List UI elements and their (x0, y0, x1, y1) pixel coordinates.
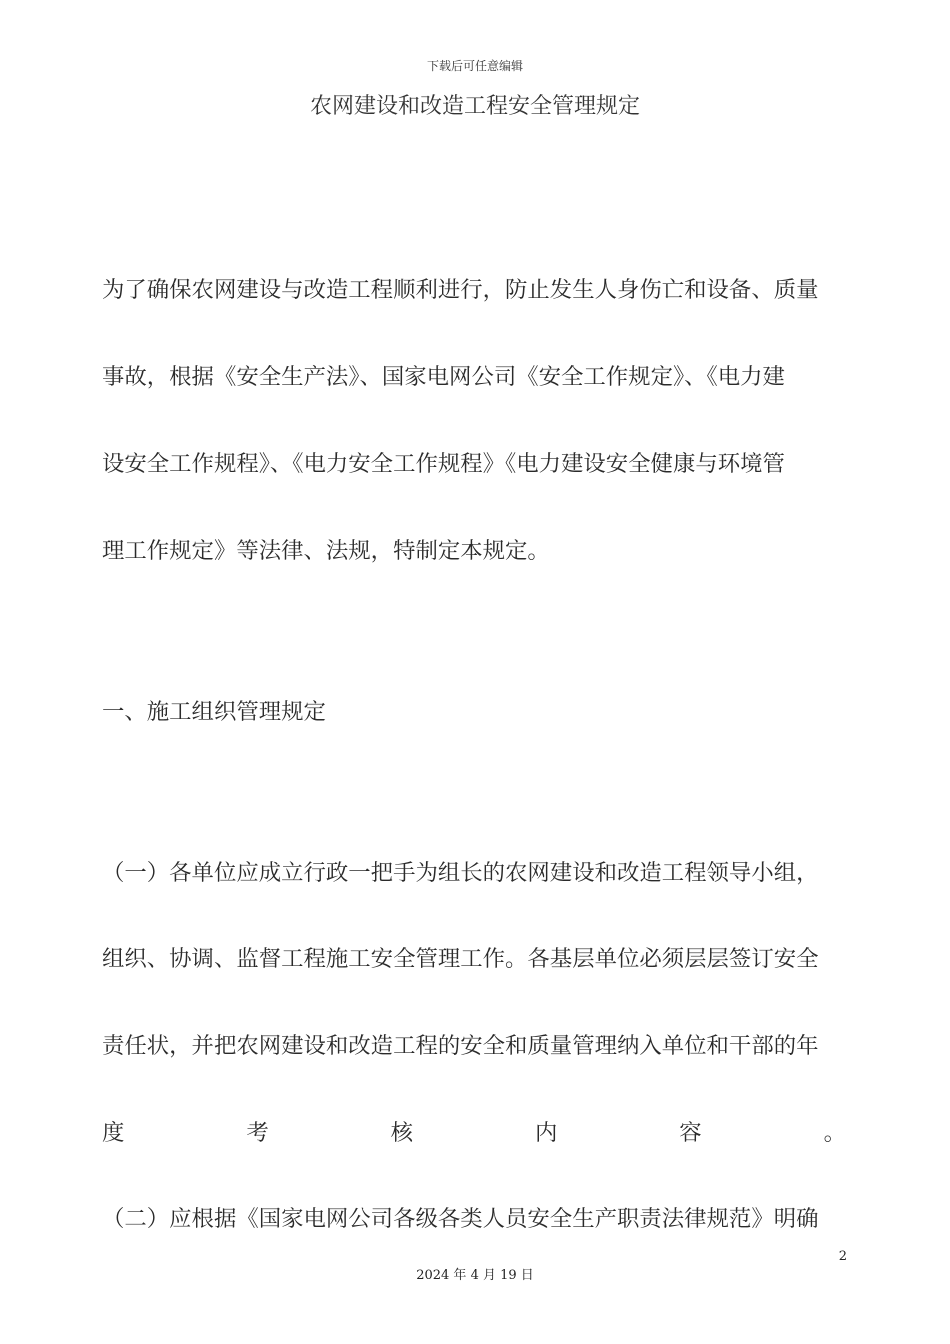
section-1-heading: 一、施工组织管理规定 (102, 699, 326, 725)
intro-line-2: 事故，根据《安全生产法》、国家电网公司《安全工作规定》、《电力建 (102, 364, 785, 390)
justified-char: 考 (246, 1120, 269, 1146)
item-1-line-3: 责任状，并把农网建设和改造工程的安全和质量管理纳入单位和干部的年 (102, 1033, 819, 1059)
header-note: 下载后可任意编辑 (426, 59, 523, 73)
justified-char: 。 (823, 1120, 846, 1146)
item-1-line-2: 组织、协调、监督工程施工安全管理工作。各基层单位必须层层签订安全 (102, 946, 819, 972)
justified-char: 容 (679, 1120, 702, 1146)
item-1-line-4 (102, 1118, 846, 1148)
document-title: 农网建设和改造工程安全管理规定 (309, 94, 640, 119)
intro-line-3: 设安全工作规程》、《电力安全工作规程》《电力建设安全健康与环境管 (102, 451, 785, 477)
justified-char: 内 (534, 1120, 558, 1146)
item-1-line-1: （一）各单位应成立行政一把手为组长的农网建设和改造工程领导小组， (102, 860, 819, 886)
intro-line-4: 理工作规定》等法律、法规，特制定本规定。 (102, 538, 550, 564)
page-number: 2 (838, 1249, 847, 1264)
footer-date: 2024 年 4 月 19 日 (416, 1268, 534, 1283)
justified-char: 度 (102, 1120, 125, 1146)
item-2-line-1: （二）应根据《国家电网公司各级各类人员安全生产职责法律规范》明确 (102, 1206, 819, 1232)
intro-line-1: 为了确保农网建设与改造工程顺利进行，防止发生人身伤亡和设备、质量 (102, 277, 819, 303)
justified-char: 核 (390, 1120, 414, 1146)
